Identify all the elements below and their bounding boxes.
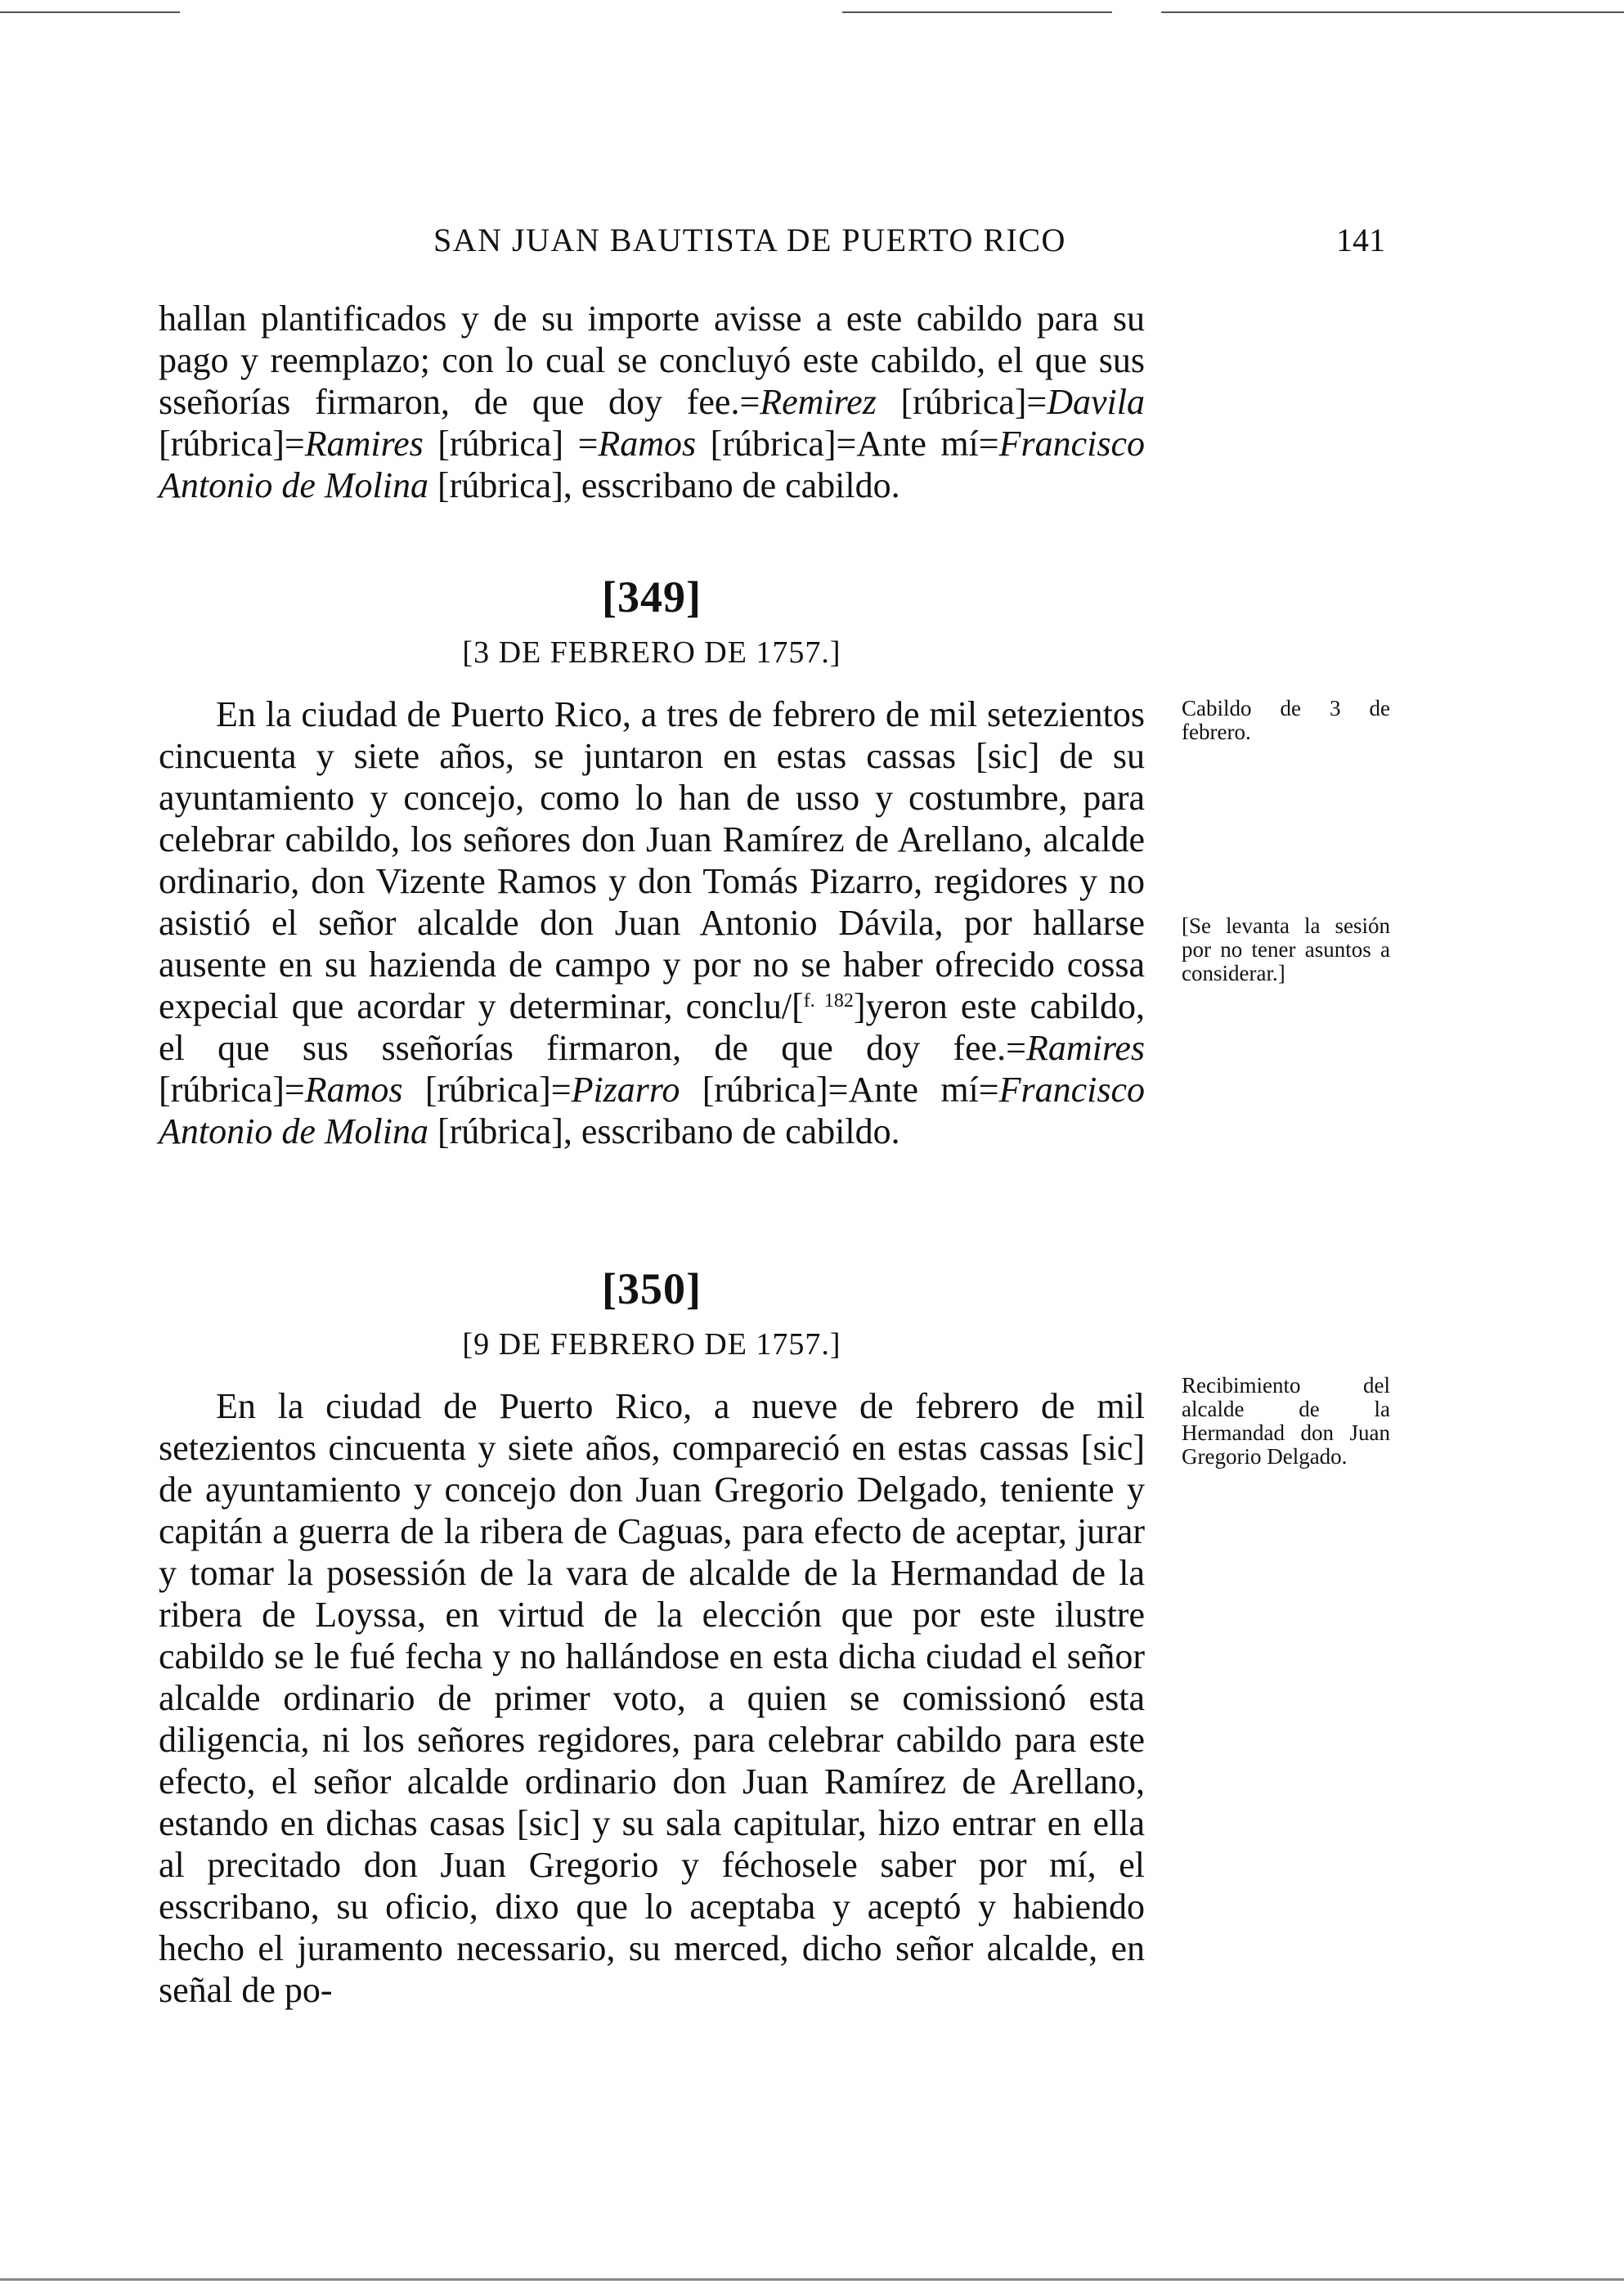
signature: Francisco Antonio de Molina (159, 424, 1145, 505)
document-date: [9 DE FEBRERO DE 1757.] (462, 1327, 841, 1362)
margin-note: [Se levanta la sesión por no tener asuntos a considerar.] (1182, 913, 1390, 985)
scan-edge-bottom (0, 2278, 1624, 2281)
document-349 (159, 572, 1145, 1152)
signature: Ramos (598, 424, 697, 464)
document-number: [349] (602, 572, 702, 621)
folio-marker: f. 182 (803, 990, 854, 1012)
signature: Davila (1047, 382, 1145, 422)
signature: Pizarro (571, 1070, 680, 1110)
page-header (164, 218, 1439, 263)
page-number: 141 (1336, 222, 1385, 258)
opening-paragraph: hallan plantificados y de su importe avisse a este cabildo para su pago y reemplazo; con lo cual se concluyó este cabildo, el que sus sseñorías firmaron, de que doy fee.=Remirez [rúbrica]=Davila [rúbrica]=Ramires [rúbrica] =Ramos [rúbrica]=Ante mí=Francisco Antonio de Molina [rúbrica], esscribano de cabildo. (159, 298, 1145, 505)
document-date: [3 DE FEBRERO DE 1757.] (462, 635, 841, 670)
opening-paragraph-block (159, 298, 1145, 506)
signature: Remirez (760, 382, 877, 422)
running-head: SAN JUAN BAUTISTA DE PUERTO RICO (433, 222, 1066, 258)
document-350 (159, 1264, 1145, 2011)
document-paragraph: En la ciudad de Puerto Rico, a nueve de febrero de mil setezientos cincuenta y siete años, compareció en estas cassas [sic] de ayuntamiento y concejo don Juan Gregorio Delgado, teniente y capitán a guerra de la ribera de Caguas, para efecto de aceptar, jurar y tomar la posessión de la vara de alcalde de la Hermandad de la ribera de Loyssa, en virtud de la elección que por este ilustre cabildo se le fué fecha y no hallándose en esta dicha ciudad el señor alcalde ordinario de primer voto, a quien se comissionó esta diligencia, ni los señores regidores, para celebrar cabildo para este efecto, el señor alcalde ordinario don Juan Ramírez de Arellano, estando en dichas casas [sic] y su sala capitular, hizo entrar en ella al precitado don Juan Gregorio y féchosele saber por mí, el esscribano, su oficio, dixo que lo aceptaba y aceptó y habiendo hecho el juramento necessario, su merced, dicho señor alcalde, en señal de po- (159, 1386, 1145, 2010)
signature: Ramos (304, 1070, 403, 1110)
document-number: [350] (602, 1264, 702, 1313)
scan-edge-top (0, 11, 1624, 13)
margin-note: Cabildo de 3 de febrero. (1182, 696, 1390, 744)
signature: Ramires (1025, 1028, 1145, 1068)
signature: Ramires (304, 424, 424, 464)
margin-note: Recibimiento del alcalde de la Hermandad don Juan Gregorio Delgado. (1182, 1373, 1390, 1469)
signature: Francisco Antonio de Molina (159, 1070, 1145, 1151)
document-paragraph: En la ciudad de Puerto Rico, a tres de febrero de mil setezientos cincuenta y siete años, se juntaron en estas cassas [sic] de su ayuntamiento y concejo, como lo han de usso y costumbre, para celebrar cabildo, los señores don Juan Ramírez de Arellano, alcalde ordinario, don Vizente Ramos y don Tomás Pizarro, regidores y no asistió el señor alcalde don Juan Antonio Dávila, por hallarse ausente en su hazienda de campo y por no se haber ofrecido cossa expecial que acordar y determinar, conclu/[$^{f. 182}$]yeron este cabildo, el que sus sseñorías firmaron, de que doy fee.=Ramires [rúbrica]=Ramos [rúbrica]=Pizarro [rúbrica]=Ante mí=Francisco Antonio de Molina [rúbrica], esscribano de cabildo. (159, 694, 1145, 1151)
